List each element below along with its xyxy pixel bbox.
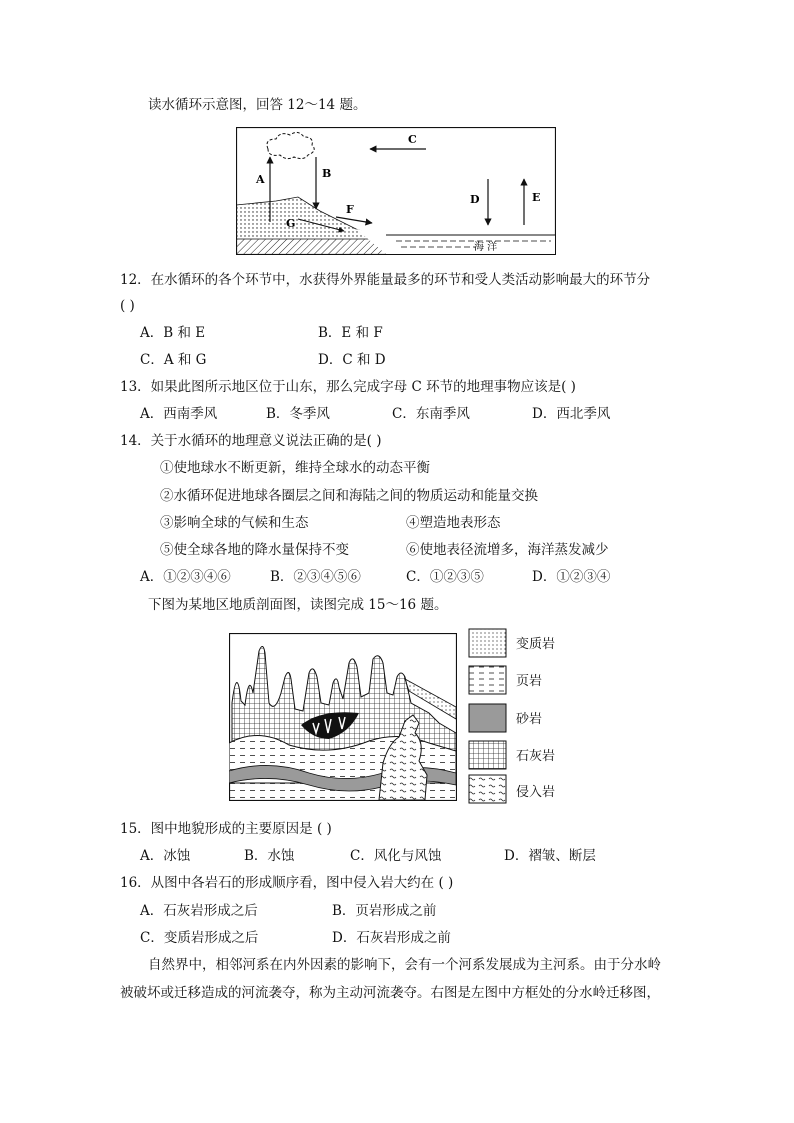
q14-option-c[interactable]: C．①②③⑤ xyxy=(406,569,484,585)
q14-item-6: ⑥使地表径流增多，海洋蒸发减少 xyxy=(406,542,609,558)
passage-line-2: 被破坏或迁移造成的河流袭夺，称为主动河流袭夺。右图是左图中方框处的分水岭迁移图， xyxy=(120,985,660,1001)
q12-option-c[interactable]: C．A 和 G xyxy=(140,352,207,368)
legend-swatch-sandstone xyxy=(469,704,506,732)
legend-label-limestone: 石灰岩 xyxy=(516,749,556,764)
q13-stem: 13．如果此图所示地区位于山东，那么完成字母 C 环节的地理事物应该是( ) xyxy=(120,379,576,395)
q12-stem: 12．在水循环的各个环节中，水获得外界能量最多的环节和受人类活动影响最大的环节分 xyxy=(120,272,651,288)
legend-label-intrusive: 侵入岩 xyxy=(516,785,556,800)
q15-option-c[interactable]: C．风化与风蚀 xyxy=(350,848,442,864)
q16-option-d[interactable]: D．石灰岩形成之前 xyxy=(332,930,451,946)
intro-geology: 下图为某地区地质剖面图，读图完成 15～16 题。 xyxy=(148,597,448,613)
q13-option-c[interactable]: C．东南季风 xyxy=(392,406,470,422)
q12-option-b[interactable]: B．E 和 F xyxy=(318,325,383,341)
q15-stem: 15．图中地貌形成的主要原因是 ( ) xyxy=(120,821,332,837)
q14-item-1: ①使地球水不断更新，维持全球水的动态平衡 xyxy=(160,460,430,476)
label-ocean: 海 洋 xyxy=(474,242,498,253)
q14-option-b[interactable]: B．②③④⑤⑥ xyxy=(270,569,361,585)
q14-option-d[interactable]: D．①②③④ xyxy=(532,569,611,585)
q16-option-c[interactable]: C．变质岩形成之后 xyxy=(140,930,259,946)
legend-swatch-intrusive xyxy=(469,775,506,803)
passage-line-1: 自然界中，相邻河系在内外因素的影响下，会有一个河系发展成为主河系。由于分水岭 xyxy=(148,957,661,973)
q14-option-a[interactable]: A．①②③④⑥ xyxy=(140,569,231,585)
q16-stem: 16．从图中各岩石的形成顺序看，图中侵入岩大约在 ( ) xyxy=(120,875,454,891)
q12-option-d[interactable]: D．C 和 D xyxy=(318,352,386,368)
geologic-cross-section xyxy=(229,633,457,801)
water-cycle-diagram xyxy=(236,127,556,255)
q14-item-5: ⑤使全球各地的降水量保持不变 xyxy=(160,542,349,558)
intro-water-cycle: 读水循环示意图，回答 12～14 题。 xyxy=(148,97,367,113)
q12-option-a[interactable]: A．B 和 E xyxy=(140,325,206,341)
q14-item-4: ④塑造地表形态 xyxy=(406,515,501,531)
legend-swatch-shale xyxy=(469,666,506,694)
label-F: F xyxy=(346,203,354,216)
q13-option-b[interactable]: B．冬季风 xyxy=(266,406,330,422)
q14-item-3: ③影响全球的气候和生态 xyxy=(160,515,309,531)
legend-swatch-metamorphic xyxy=(469,629,506,657)
label-B: B xyxy=(322,167,332,180)
q14-item-2: ②水循环促进地球各圈层之间和海陆之间的物质运动和能量交换 xyxy=(160,488,538,504)
label-E: E xyxy=(532,191,541,204)
q12-paren: ( ) xyxy=(120,298,135,314)
q14-stem: 14．关于水循环的地理意义说法正确的是( ) xyxy=(120,433,382,449)
q13-option-d[interactable]: D．西北季风 xyxy=(532,406,611,422)
q15-option-b[interactable]: B．水蚀 xyxy=(244,848,295,864)
legend-label-sandstone: 砂岩 xyxy=(516,712,543,727)
q16-option-b[interactable]: B．页岩形成之前 xyxy=(332,903,437,919)
q15-option-d[interactable]: D．褶皱、断层 xyxy=(504,848,596,864)
bedrock-layer xyxy=(236,239,386,254)
label-G: G xyxy=(286,217,296,230)
legend-swatch-limestone xyxy=(469,741,506,769)
q13-option-a[interactable]: A．西南季风 xyxy=(140,406,218,422)
rock-legend xyxy=(468,628,508,804)
label-D: D xyxy=(470,193,480,206)
legend-label-metamorphic: 变质岩 xyxy=(516,637,556,652)
q16-option-a[interactable]: A．石灰岩形成之后 xyxy=(140,903,258,919)
label-C: C xyxy=(408,133,417,146)
label-A: A xyxy=(256,173,265,186)
q15-option-a[interactable]: A．冰蚀 xyxy=(140,848,191,864)
legend-label-shale: 页岩 xyxy=(516,674,543,689)
